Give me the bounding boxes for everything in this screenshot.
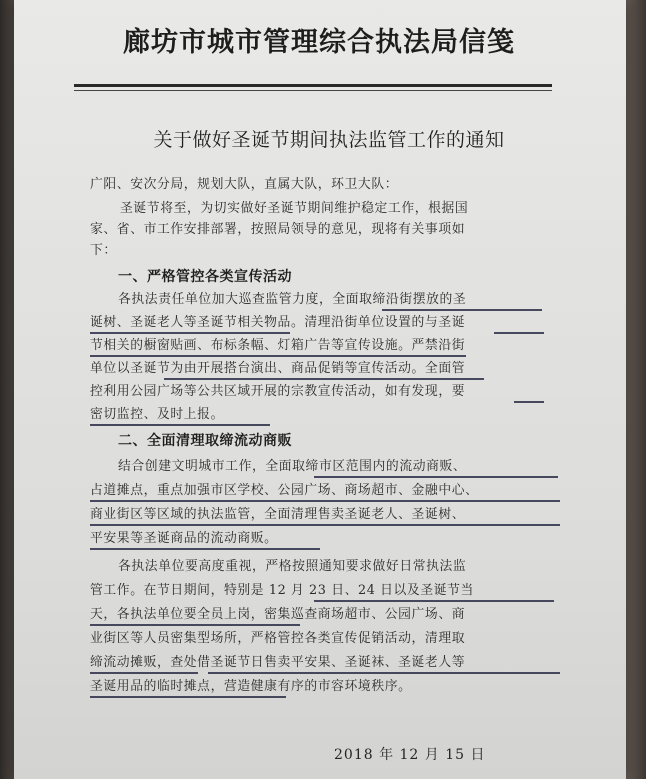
pen-underline bbox=[494, 332, 544, 334]
section-2-line: 结合创建文明城市工作，全面取缔市区范围内的流动商贩、 bbox=[118, 459, 467, 474]
section-1-line: 控利用公园广场等公共区域开展的宗教宣传活动，如有发现，要 bbox=[90, 384, 466, 399]
closing-line: 圣诞用品的临时摊点，营造健康有序的市容环境秩序。 bbox=[90, 679, 412, 694]
section-2-line: 平安果等圣诞商品的流动商贩。 bbox=[90, 531, 278, 546]
section-2-heading: 二、全面清理取缔流动商贩 bbox=[118, 433, 292, 449]
background-right-edge bbox=[624, 0, 646, 779]
pen-underline bbox=[90, 524, 560, 526]
section-1-line: 诞树、圣诞老人等圣诞节相关物品。清理沿街单位设置的与圣诞 bbox=[90, 315, 466, 330]
closing-line: 各执法单位要高度重视，严格按照通知要求做好日常执法监 bbox=[118, 559, 467, 574]
recipients: 广阳、安次分局，规划大队，直属大队，环卫大队： bbox=[90, 177, 399, 192]
document-title: 关于做好圣诞节期间执法监管工作的通知 bbox=[153, 129, 505, 151]
pen-underline bbox=[90, 355, 466, 357]
section-2-line: 占道摊点，重点加强市区学校、公园广场、商场超市、金融中心、 bbox=[90, 483, 479, 498]
section-1-line: 密切监控、及时上报。 bbox=[90, 407, 224, 422]
pen-underline bbox=[90, 548, 320, 550]
closing-line: 天，各执法单位要全员上岗，密集巡查商场超市、公园广场、商 bbox=[90, 607, 466, 622]
closing-line: 缔流动摊贩，查处借圣诞节日售卖平安果、圣诞袜、圣诞老人等 bbox=[90, 655, 466, 670]
closing-line: 业街区等人员密集型场所，严格管控各类宣传促销活动，清理取 bbox=[90, 631, 466, 646]
pen-underline bbox=[314, 476, 558, 478]
pen-underline bbox=[314, 600, 554, 602]
pen-underline bbox=[90, 332, 290, 334]
closing-line: 管工作。在节日期间，特别是 12 月 23 日、24 日以及圣诞节当 bbox=[90, 583, 474, 598]
intro-line: 圣诞节将至，为切实做好圣诞节期间维护稳定工作，根据国 bbox=[120, 201, 469, 216]
section-1-line: 节相关的橱窗贴画、布标条幅、灯箱广告等宣传设施。严禁沿街 bbox=[90, 338, 466, 353]
pen-underline bbox=[514, 401, 544, 403]
pen-underline bbox=[208, 672, 560, 674]
intro-line: 家、省、市工作安排部署，按照局领导的意见，现将有关事项如 bbox=[90, 222, 466, 237]
pen-underline bbox=[382, 309, 542, 311]
section-1-line: 单位以圣诞节为由开展搭台演出、商品促销等宣传活动。全面管 bbox=[90, 361, 466, 376]
document-page bbox=[14, 0, 626, 779]
section-1-heading: 一、严格管控各类宣传活动 bbox=[118, 269, 292, 285]
section-1-line: 各执法责任单位加大巡查监管力度，全面取缔沿街摆放的圣 bbox=[118, 292, 467, 307]
intro-line: 下： bbox=[90, 243, 117, 258]
letterhead-rule-thin bbox=[74, 90, 552, 91]
letterhead-rule-thick bbox=[74, 84, 552, 87]
pen-underline bbox=[90, 696, 286, 698]
pen-underline bbox=[90, 672, 198, 674]
pen-underline bbox=[164, 378, 484, 380]
document-date: 2018 年 12 月 15 日 bbox=[334, 747, 486, 763]
pen-underline bbox=[90, 500, 560, 502]
pen-underline bbox=[90, 424, 270, 426]
pen-underline bbox=[90, 624, 300, 626]
section-2-line: 商业街区等区域的执法监管，全面清理售卖圣诞老人、圣诞树、 bbox=[90, 507, 466, 522]
letterhead: 廊坊市城市管理综合执法局信笺 bbox=[123, 27, 515, 58]
